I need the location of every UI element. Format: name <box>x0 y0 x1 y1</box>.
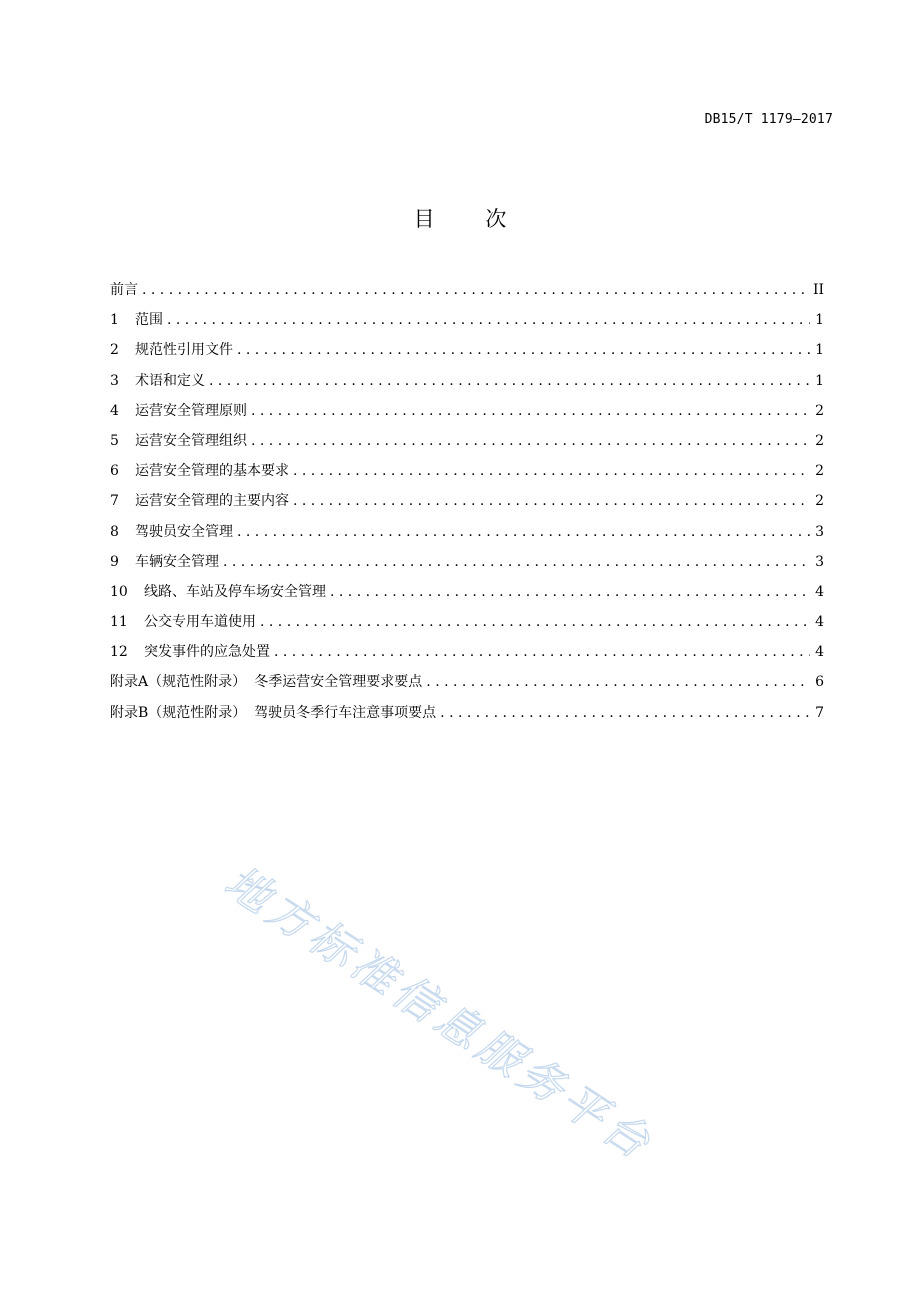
toc-entry-label: 运营安全管理原则 <box>135 402 247 419</box>
toc-entry-number: 12 <box>110 644 128 661</box>
toc-entry-label: 运营安全管理组织 <box>135 432 247 449</box>
toc-leader-dots <box>223 549 810 575</box>
toc-entry-number: 10 <box>110 583 128 600</box>
toc-leader-dots <box>260 609 810 635</box>
toc-entry-page: 7 <box>815 704 824 721</box>
toc-leader-dots <box>330 579 810 605</box>
toc-entry-3[interactable] <box>110 368 824 398</box>
toc-entry-page: 3 <box>815 523 824 540</box>
toc-entry-page: 1 <box>815 342 824 359</box>
toc-entry-number: 4 <box>110 402 119 419</box>
toc-leader-dots <box>251 398 810 424</box>
toc-entry-label: 冬季运营安全管理要求要点 <box>254 674 423 691</box>
toc-entry-number: 2 <box>110 342 119 359</box>
toc-entry-11[interactable] <box>110 609 824 639</box>
toc-leader-dots <box>167 307 810 333</box>
toc-entry-7[interactable] <box>110 488 824 518</box>
toc-entry-label: 范围 <box>135 312 163 329</box>
toc-entry-10[interactable] <box>110 579 824 609</box>
toc-leader-dots <box>293 488 810 514</box>
toc-entry-page: 1 <box>815 372 824 389</box>
table-of-contents <box>110 277 824 730</box>
toc-entry-number: 9 <box>110 553 119 570</box>
toc-entry-label: 驾驶员冬季行车注意事项要点 <box>254 704 437 721</box>
toc-entry-6[interactable] <box>110 458 824 488</box>
toc-leader-dots <box>251 428 810 454</box>
toc-entry-number: 3 <box>110 372 119 389</box>
toc-entry-label: 车辆安全管理 <box>135 553 219 570</box>
toc-entry-9[interactable] <box>110 549 824 579</box>
toc-entry-page: 4 <box>815 644 824 661</box>
toc-entry-label: 运营安全管理的主要内容 <box>135 493 289 510</box>
toc-title: 目 次 <box>413 207 529 231</box>
toc-leader-dots <box>142 277 809 303</box>
toc-leader-dots <box>237 337 810 363</box>
toc-entry-page: 2 <box>815 463 824 480</box>
toc-leader-dots <box>293 458 810 484</box>
toc-entry-annex-b[interactable] <box>110 700 824 730</box>
toc-leader-dots <box>237 519 810 545</box>
toc-leader-dots <box>426 669 810 695</box>
toc-leader-dots <box>440 700 810 726</box>
toc-entry-label: 运营安全管理的基本要求 <box>135 463 289 480</box>
toc-entry-page: 3 <box>815 553 824 570</box>
toc-entry-preface[interactable] <box>110 277 824 307</box>
toc-entry-number: 5 <box>110 432 119 449</box>
document-code: DB15/T 1179—2017 <box>704 112 833 127</box>
toc-entry-number: 1 <box>110 312 119 329</box>
toc-leader-dots <box>209 368 810 394</box>
toc-entry-number: 附录B（规范性附录） <box>110 704 247 721</box>
toc-entry-label: 公交专用车道使用 <box>144 614 256 631</box>
toc-entry-label: 术语和定义 <box>135 372 205 389</box>
toc-entry-number: 8 <box>110 523 119 540</box>
toc-entry-number: 6 <box>110 463 119 480</box>
toc-entry-page: 4 <box>815 614 824 631</box>
watermark-text: 地方标准信息服务平台 <box>215 856 663 1172</box>
toc-entry-8[interactable] <box>110 519 824 549</box>
toc-entry-12[interactable] <box>110 639 824 669</box>
toc-entry-page: 2 <box>815 432 824 449</box>
toc-entry-4[interactable] <box>110 398 824 428</box>
toc-entry-number: 附录A（规范性附录） <box>110 674 247 691</box>
toc-entry-page: 1 <box>815 312 824 329</box>
toc-entry-label: 规范性引用文件 <box>135 342 233 359</box>
toc-entry-label: 线路、车站及停车场安全管理 <box>144 583 326 600</box>
toc-entry-number: 7 <box>110 493 119 510</box>
toc-leader-dots <box>274 639 810 665</box>
toc-entry-number: 11 <box>110 614 128 631</box>
toc-entry-2[interactable] <box>110 337 824 367</box>
toc-entry-page: 6 <box>815 674 824 691</box>
toc-entry-label: 驾驶员安全管理 <box>135 523 233 540</box>
toc-entry-annex-a[interactable] <box>110 669 824 699</box>
toc-entry-label: 突发事件的应急处置 <box>144 644 270 661</box>
toc-entry-5[interactable] <box>110 428 824 458</box>
toc-entry-page: II <box>812 282 824 298</box>
toc-entry-page: 4 <box>815 583 824 600</box>
toc-entry-1[interactable] <box>110 307 824 337</box>
toc-entry-page: 2 <box>815 402 824 419</box>
toc-entry-page: 2 <box>815 493 824 510</box>
toc-entry-label: 前言 <box>110 282 138 298</box>
